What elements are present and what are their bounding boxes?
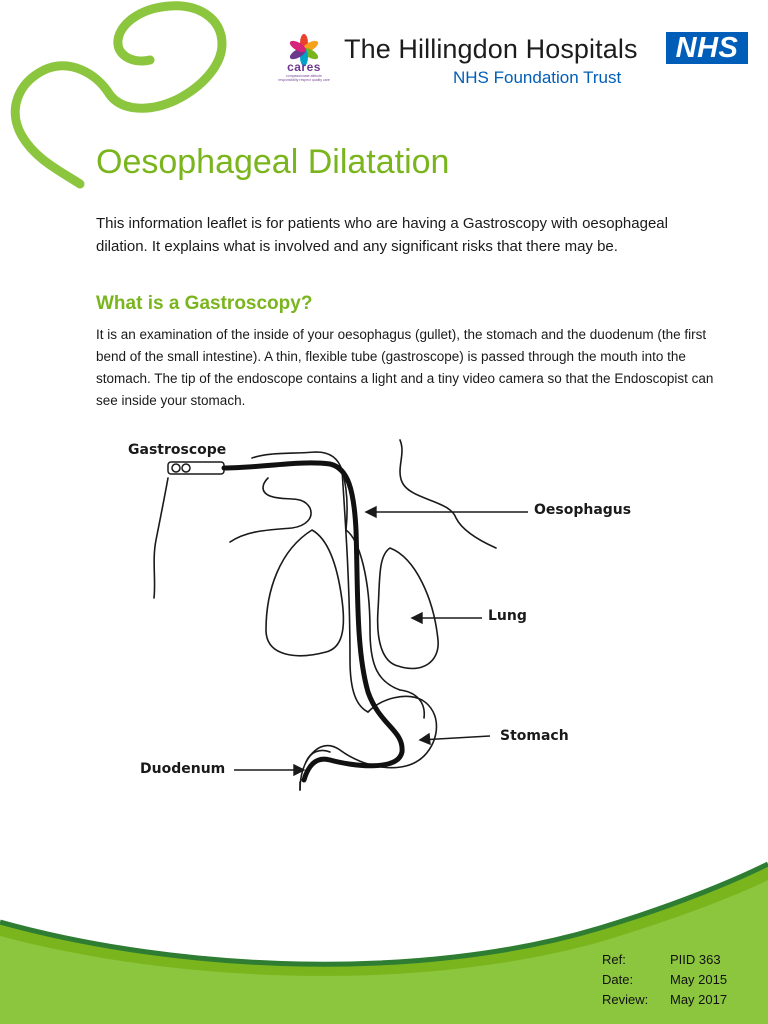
page-title: Oesophageal Dilatation xyxy=(96,143,450,181)
lung-right xyxy=(378,548,439,668)
cares-wordmark: cares xyxy=(287,60,321,74)
review-label: Review: xyxy=(602,992,649,1007)
page-header xyxy=(276,28,756,98)
label-gastroscope: Gastroscope xyxy=(128,442,227,458)
ref-label: Ref: xyxy=(602,952,626,967)
date-row xyxy=(602,970,727,990)
cares-tagline: compassionate attitude responsibility respect quality care xyxy=(278,74,330,82)
stomach-inner xyxy=(400,690,424,718)
lung-left xyxy=(266,530,343,656)
head-contour-right xyxy=(400,440,496,548)
anatomy-illustration xyxy=(120,430,680,800)
face-outline xyxy=(154,478,168,598)
gastroscopy-diagram xyxy=(120,430,680,800)
throat-outline-lower xyxy=(230,478,311,542)
document-reference xyxy=(602,950,727,1010)
label-duodenum: Duodenum xyxy=(140,761,226,777)
gastroscope-handle xyxy=(168,462,224,474)
ref-row xyxy=(602,950,727,970)
section-body: It is an examination of the inside of your oesophagus (gullet), the stomach and the duodenum (the first bend of the small intestine). A thin, flexible tube (gastroscope) is passed through the mouth into the stomach. The tip of the endoscope contains a light and a tiny video camera so that the Endoscopist can see inside your stomach. xyxy=(96,327,714,408)
nhs-logo: NHS xyxy=(666,32,748,64)
review-row xyxy=(602,990,727,1010)
stomach-outline xyxy=(300,696,437,790)
date-value: May 2015 xyxy=(670,972,728,987)
label-oesophagus: Oesophagus xyxy=(534,502,632,518)
intro-paragraph: This information leaflet is for patients who are having a Gastroscopy with oesophageal dilation. It explains what is involved and any significant risks that there may be. xyxy=(96,215,668,255)
label-lung: Lung xyxy=(488,608,527,624)
oesophagus-wall-right xyxy=(346,530,400,690)
leader-lines xyxy=(234,507,528,775)
trust-name: The Hillingdon Hospitals xyxy=(344,34,638,64)
review-value: May 2017 xyxy=(670,992,728,1007)
ref-value: PIID 363 xyxy=(670,952,721,967)
label-stomach: Stomach xyxy=(500,728,569,744)
section-heading: What is a Gastroscopy? xyxy=(96,293,313,314)
trust-subtitle: NHS Foundation Trust xyxy=(453,68,622,87)
date-label: Date: xyxy=(602,972,634,987)
